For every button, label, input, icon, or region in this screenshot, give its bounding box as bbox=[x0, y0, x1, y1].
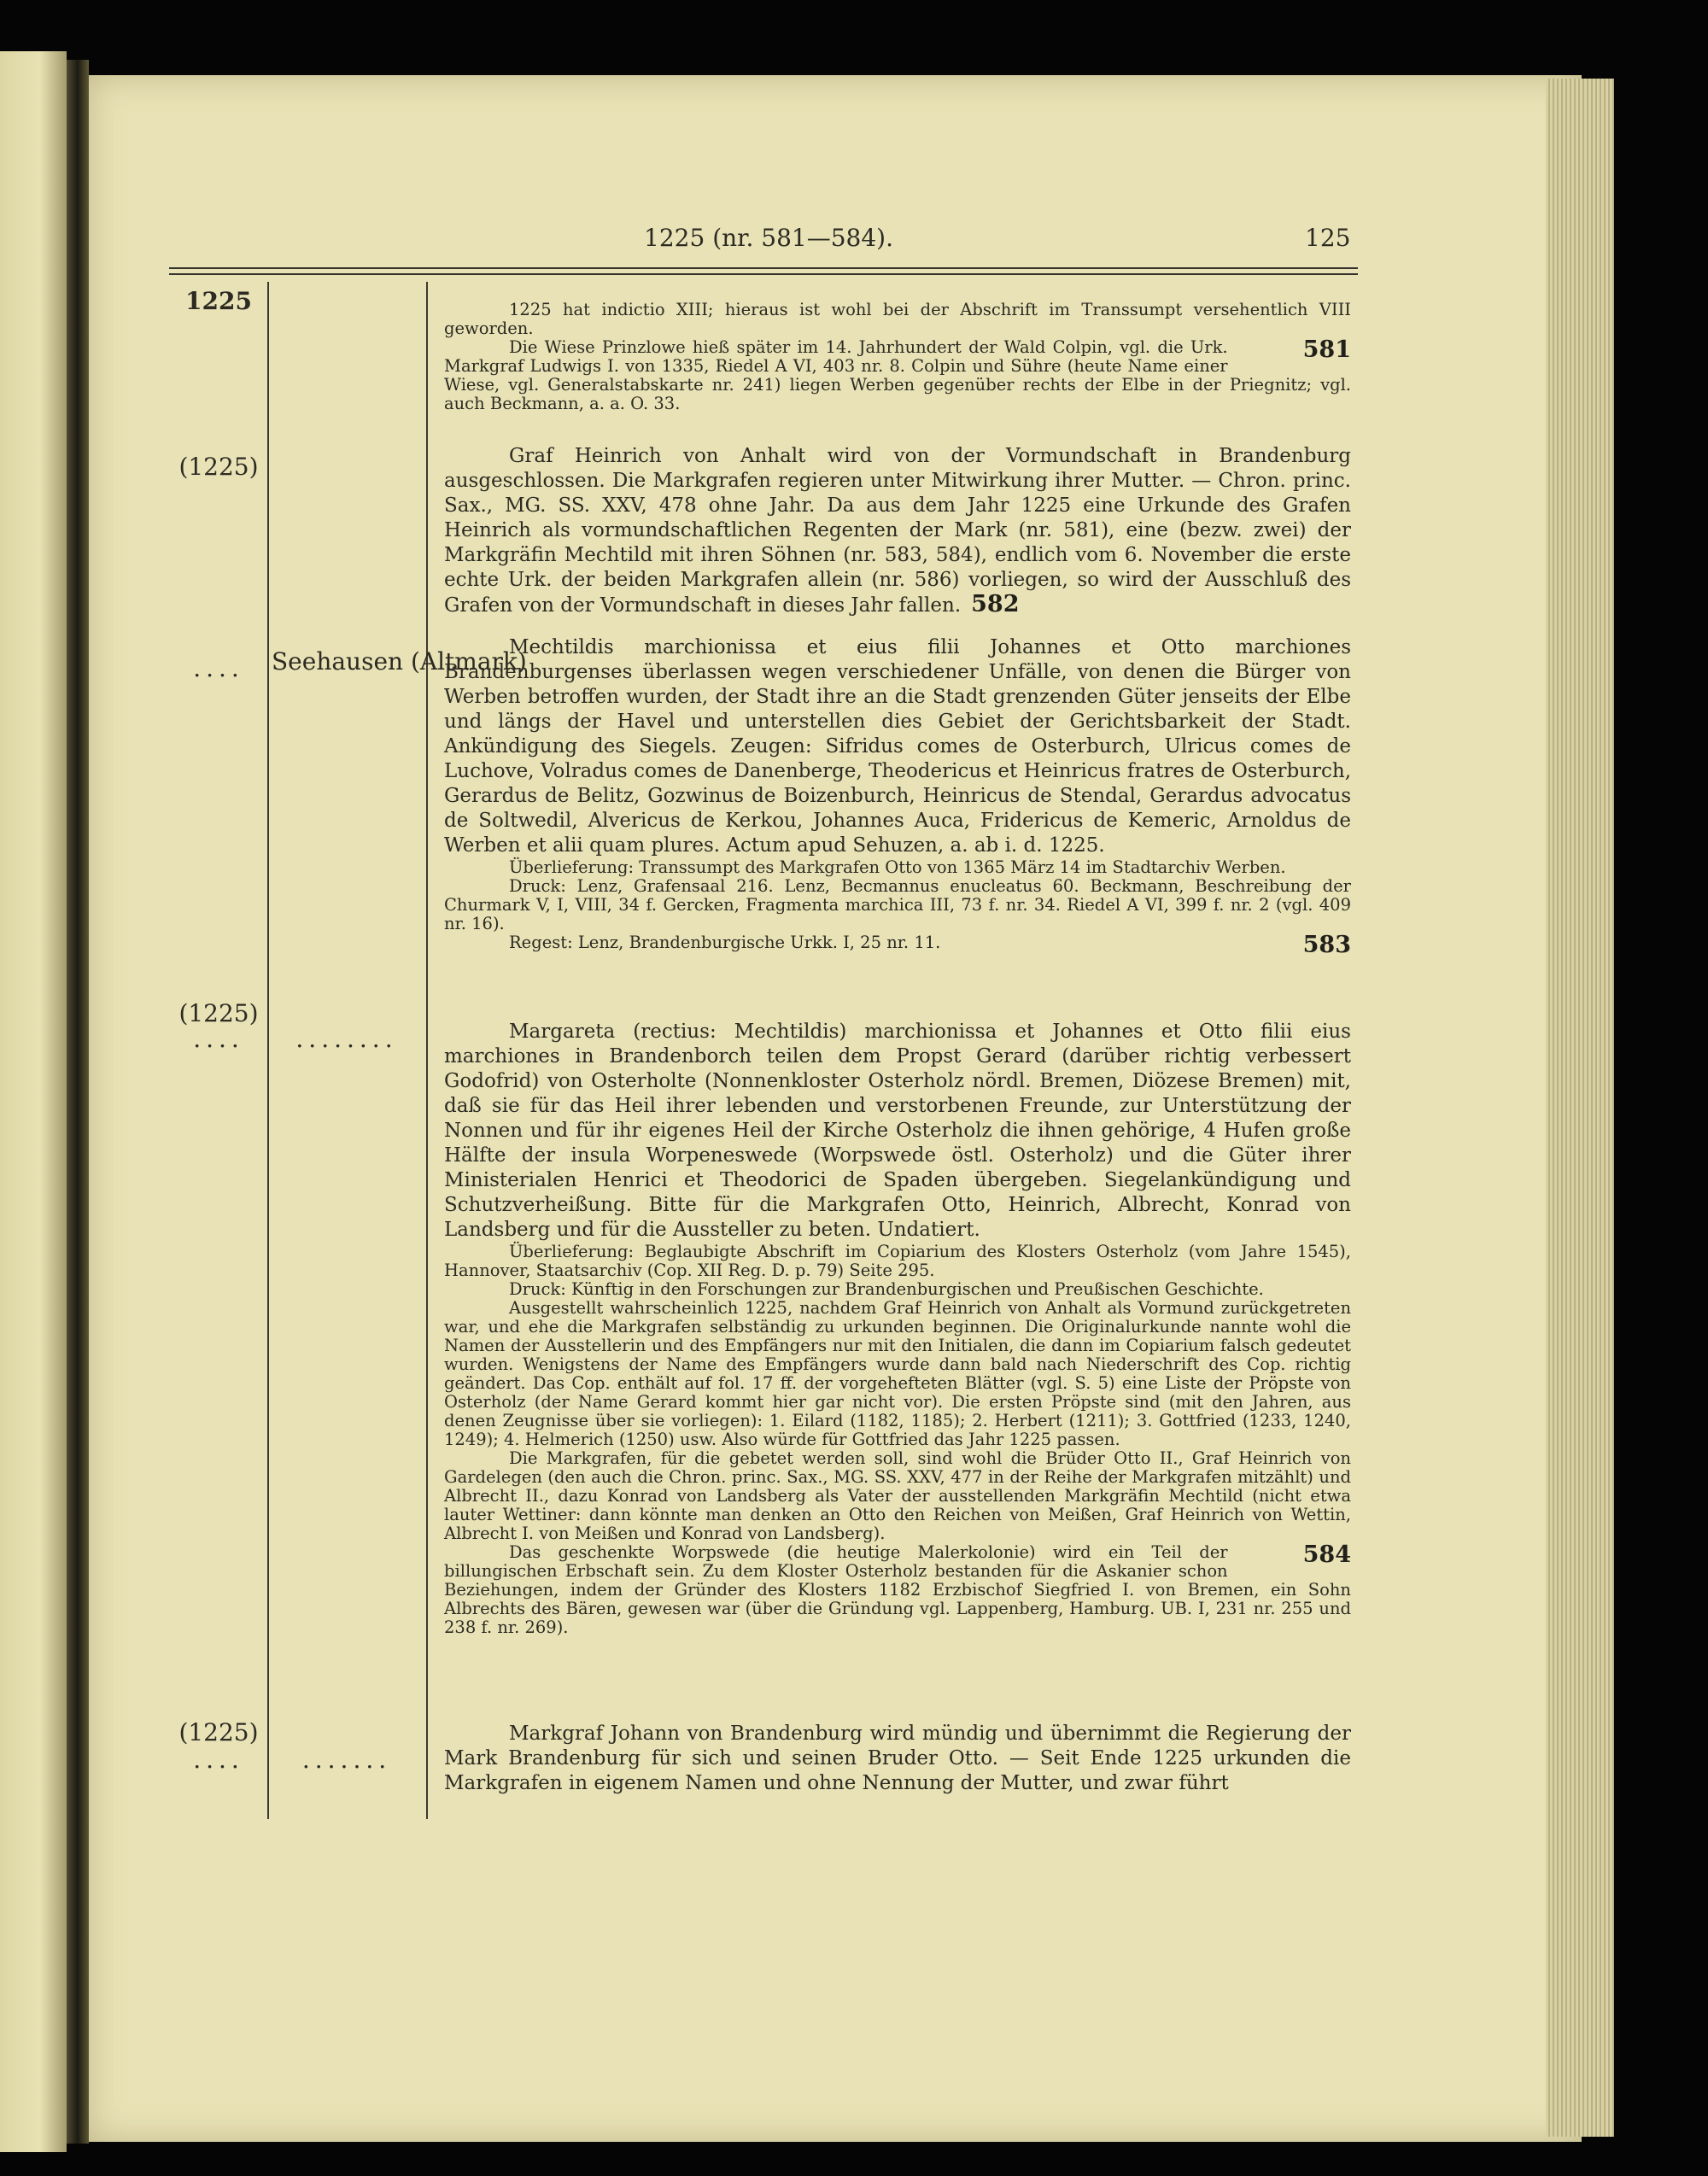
entry-place: ....... bbox=[301, 1746, 392, 1774]
entry-582 bbox=[444, 444, 1351, 618]
entry-note: Überlieferung: Beglaubigte Abschrift im Copiarium des Klosters Osterholz (vom Jahre 1545), Hannover, Staatsarchiv (Cop. XII Reg. D. p. 79) Seite 295. bbox=[444, 1242, 1351, 1280]
entry-number: 584 bbox=[1302, 1541, 1351, 1568]
entry-581 bbox=[444, 301, 1351, 413]
entry-note: 581 Die Wiese Prinzlowe hieß später im 14. Jahrhundert der Wald Colpin, vgl. die Urk. Markgraf Ludwigs I. von 1335, Riedel A VI, 403 nr. 8. Colpin und Sühre (heute Name einer Wiese, vgl. Generalstabskarte nr. 241) liegen Werben gegenüber rechts der Elbe in der Priegnitz; vgl. auch Beckmann, a. a. O. 33. bbox=[444, 336, 1351, 413]
column-divider-year bbox=[267, 282, 269, 1819]
entry-place: Seehausen (Altmark) bbox=[272, 647, 527, 676]
header-rule-bottom bbox=[169, 273, 1358, 275]
entry-year: (1225) bbox=[178, 453, 259, 481]
entry-584 bbox=[444, 1020, 1351, 1637]
entry-year-dots: .... bbox=[193, 1025, 244, 1053]
facing-page-edge bbox=[0, 51, 67, 2152]
entry-text: Mechtildis marchionissa et eius filii Johannes et Otto marchiones Brandenburgenses überlassen wegen verschiedener Unfälle, von denen die Bürger von Werben betroffen wurden, der Stadt ihre an die Stadt grenzenden Güter jenseits der Elbe und längs der Havel und unterstellen dies Gebiet der Gerichtsbarkeit der Stadt. Ankündigung des Siegels. Zeugen: Sifridus comes de Osterburch, Ulricus comes de Luchove, Volradus comes de Danenberge, Theodericus et Heinricus fratres de Osterburch, Gerardus de Belitz, Gozwinus de Boizenburch, Heinricus de Stendal, Gerardus advocatus de Soltwedil, Alvericus de Kerkou, Johannes Auca, Fridericus de Kemeric, Arnoldus de Werben et alii quam plures. Actum apud Sehuzen, a. ab i. d. 1225. bbox=[444, 636, 1351, 857]
entry-note: 1225 hat indictio XIII; hieraus ist wohl bei der Abschrift im Transsumpt versehentlich VIII geworden. bbox=[444, 300, 1351, 338]
entry-585 bbox=[444, 1722, 1351, 1796]
running-header: 1225 (nr. 581—584). bbox=[644, 224, 893, 252]
entry-583 bbox=[444, 635, 1351, 957]
entry-place: ........ bbox=[295, 1025, 398, 1053]
header-rule-top bbox=[169, 267, 1358, 269]
entry-text: Markgraf Johann von Brandenburg wird mündig und übernimmt die Regierung der Mark Brandenburg für sich und seinen Bruder Otto. — Seit Ende 1225 urkunden die Markgrafen in eigenem Namen und ohne Nennung der Mutter, und zwar führt bbox=[444, 1723, 1351, 1794]
entry-note: 584 Das geschenkte Worpswede (die heutige Malerkolonie) wird ein Teil der billungischen Erbschaft sein. Zu dem Kloster Osterholz bestanden für die Askanier schon Beziehungen, indem der Gründer des Klosters 1182 Erzbischof Siegfried I. von Bremen, ein Sohn Albrechts des Bären, gewesen war (über die Gründung vgl. Lappenberg, Hamburg. UB. I, 231 nr. 255 und 238 f. nr. 269). bbox=[444, 1541, 1351, 1637]
column-divider-place bbox=[426, 282, 428, 1819]
entry-year: 1225 bbox=[185, 287, 252, 315]
entry-text: Graf Heinrich von Anhalt wird von der Vormundschaft in Brandenburg ausgeschlossen. Die Markgrafen regieren unter Mitwirkung ihrer Mutter. — Chron. princ. Sax., MG. SS. XXV, 478 ohne Jahr. Da aus dem Jahr 1225 eine Urkunde des Grafen Heinrich als vormundschaftlichen Regenten der Mark (nr. 581), eine (bezw. zwei) der Markgräfin Mechtild mit ihren Söhnen (nr. 583, 584), endlich vom 6. November die erste echte Urk. der beiden Markgrafen allein (nr. 586) vorliegen, so wird der Ausschluß des Grafen von der Vormundschaft in dieses Jahr fallen. 582 bbox=[444, 445, 1351, 617]
entry-note: Überlieferung: Transsumpt des Markgrafen Otto von 1365 März 14 im Stadtarchiv Werben. bbox=[509, 857, 1286, 877]
entry-number: 582 bbox=[971, 591, 1020, 617]
entry-note: 583 Regest: Lenz, Brandenburgische Urkk. I, 25 nr. 11. bbox=[509, 932, 1351, 958]
entry-year: (1225) bbox=[178, 1718, 259, 1746]
entry-year-dots: .... bbox=[193, 1746, 244, 1774]
entry-note: Die Markgrafen, für die gebetet werden soll, sind wohl die Brüder Otto II., Graf Heinrich von Gardelegen (den auch die Chron. princ. Sax., MG. SS. XXV, 477 in der Reihe der Markgrafen mitzählt) und Albrecht II., dazu Konrad von Landsberg als Vater der ausstellenden Markgräfin Mechtild (nicht etwa lauter Wettiner: dann könnte man denken an Otto den Reichen von Meißen, Graf Heinrich von Wettin, Albrecht I. von Meißen und Konrad von Landsberg). bbox=[444, 1448, 1351, 1543]
page-number: 125 bbox=[1305, 224, 1351, 252]
entry-note: Druck: Lenz, Grafensaal 216. Lenz, Becmannus enucleatus 60. Beckmann, Beschreibung der Churmark V, I, VIII, 34 f. Gercken, Fragmenta marchica III, 73 f. nr. 34. Riedel A VI, 399 f. nr. 2 (vgl. 409 nr. 16). bbox=[444, 876, 1351, 933]
book-spine bbox=[67, 60, 89, 2144]
entry-note: Ausgestellt wahrscheinlich 1225, nachdem Graf Heinrich von Anhalt als Vormund zurückgetreten war, und ehe die Markgrafen selbständig zu urkunden beginnen. Die Originalurkunde nannte wohl die Namen der Ausstellerin und des Empfängers nur mit den Initialen, die dann im Copiarium falsch gedeutet wurden. Wenigstens der Name des Empfängers wurde dann bald nach Niederschrift des Cop. richtig geändert. Das Cop. enthält auf fol. 17 ff. der vorgehefteten Blätter (vgl. S. 5) eine Liste der Pröpste von Osterholz (der Name Gerard kommt hier gar nicht vor). Die ersten Pröpste sind (mit den Jahren, aus denen Zeugnisse über sie vorliegen): 1. Eilard (1182, 1185); 2. Herbert (1211); 3. Gottfried (1233, 1240, 1249); 4. Helmerich (1250) usw. Also würde für Gottfried das Jahr 1225 passen. bbox=[444, 1298, 1351, 1449]
entry-note: Druck: Künftig in den Forschungen zur Brandenburgischen und Preußischen Geschichte. bbox=[509, 1279, 1264, 1299]
page-stack-edge bbox=[1546, 79, 1614, 2137]
entry-year: (1225) bbox=[178, 999, 259, 1027]
entry-text: Margareta (rectius: Mechtildis) marchionissa et Johannes et Otto filii eius marchiones in Brandenborch teilen dem Propst Gerard (darüber richtig verbessert Godofrid) von Osterholte (Nonnenkloster Osterholz nördl. Bremen, Diözese Bremen) mit, daß sie für das Heil ihrer lebenden und verstorbenen Freunde, zur Unterstützung der Nonnen und für ihr eigenes Heil der Kirche Osterholz die ihnen gehörige, 4 Hufen große Hälfte der insula Worpeneswede (Worpswede östl. Osterholz) und die Güter ihrer Ministerialen Henrici et Theodorici de Spaden übergeben. Siegelankündigung und Schutzverheißung. Bitte für die Markgrafen Otto, Heinrich, Albrecht, Konrad von Landsberg und für die Aussteller zu beten. Undatiert. bbox=[444, 1021, 1351, 1241]
entry-year: .... bbox=[193, 654, 244, 682]
entry-number: 581 bbox=[1302, 336, 1351, 363]
entry-number: 583 bbox=[1302, 932, 1351, 958]
